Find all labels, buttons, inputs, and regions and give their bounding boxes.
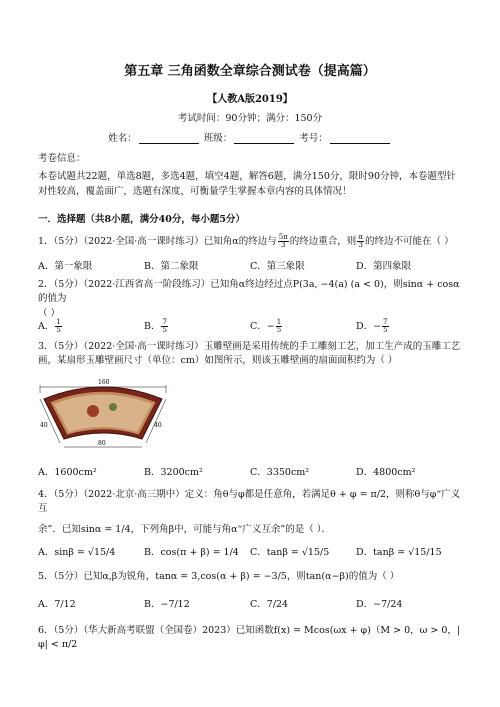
q1-frac2 xyxy=(357,234,364,249)
q1-frac xyxy=(278,234,289,249)
fan-painting xyxy=(54,395,152,433)
q2-option-a[interactable] xyxy=(38,318,144,334)
fan-leaf xyxy=(109,403,117,411)
q1-suffix: 的终边不可能在（ ） xyxy=(365,236,454,247)
edition-label: 【人教A版2019】 xyxy=(207,94,293,105)
q2-d-den: 5 xyxy=(383,326,388,334)
q2-line2: （ ） xyxy=(38,307,61,319)
class-label: 班级： xyxy=(203,133,233,144)
q4-line2: 余”．已知sinα = 1/4，下列角β中，可能与角α“广义互余”的是（ ）． xyxy=(38,523,331,535)
q2-d-frac xyxy=(382,319,388,334)
q3-line2: 画，某扇形玉雕壁画尺寸（单位：cm）如图所示，则该玉雕壁画的扇面面积约为（ ） xyxy=(38,355,398,367)
dim-left-label: 40 xyxy=(40,422,48,429)
info-title: 考卷信息： xyxy=(38,153,86,164)
student-info-line xyxy=(0,130,500,144)
question-2 xyxy=(38,278,462,321)
q5-option-b[interactable]: B．−7/12 xyxy=(144,599,190,610)
q2-c-den: 5 xyxy=(276,326,282,334)
q2-c-label: C． xyxy=(250,321,267,332)
q2-c-num: 1 xyxy=(276,318,282,326)
dim-right-label: 40 xyxy=(154,422,162,429)
q4-options xyxy=(38,544,462,558)
q4-option-d[interactable]: D．tanβ = √15/15 xyxy=(356,547,442,558)
q2-options xyxy=(38,318,462,334)
q5-line1: 5．（5分）已知α,β为锐角，tanα = 3,cos(α + β) = −3/5，则tan(α−β)的值为（ ） xyxy=(38,571,400,582)
number-label: 考号： xyxy=(299,133,328,144)
q1-option-d[interactable]: D．第四象限 xyxy=(356,261,412,272)
q2-b-den: 5 xyxy=(162,326,167,334)
q2-a-num: 1 xyxy=(56,318,61,326)
q2-d-label: D． xyxy=(356,321,374,332)
dim-bottom-label: 80 xyxy=(98,440,106,447)
q2-line1: 2．（5分）（2022·江西省高一阶段练习）已知角α终边经过点P(3a, −4(a) (a < 0)，则sinα + cosα的值为 xyxy=(38,279,460,305)
question-3 xyxy=(38,340,462,369)
class-blank[interactable] xyxy=(234,133,294,144)
q1-options xyxy=(38,258,462,272)
q5-options xyxy=(38,596,462,610)
q1-frac2-den: 3 xyxy=(358,241,363,249)
q1-mid: 的终边重合，则 xyxy=(289,236,357,247)
question-6 xyxy=(38,624,462,653)
q1-prefix: 1．（5分）（2022·全国·高一课时练习）已知角α的终边与 xyxy=(38,236,277,247)
q4-option-a[interactable]: A．sinβ = √15/4 xyxy=(38,547,116,558)
q2-option-b[interactable] xyxy=(144,318,250,334)
q4-line1: 4．（5分）（2022·北京·高三期中）定义：角θ与φ都是任意角，若满足θ + φ = π/2，则称θ与φ“广义互 xyxy=(38,489,461,515)
q1-frac-num: 5π xyxy=(278,233,288,241)
q2-b-frac xyxy=(161,319,167,334)
fan-flower xyxy=(87,405,99,417)
section-1-title: 一．选择题（共8小题，满分40分，每小题5分） xyxy=(38,214,245,225)
page-title: 第五章 三角函数全章综合测试卷（提高篇） xyxy=(124,64,376,79)
q1-option-c[interactable]: C．第三象限 xyxy=(250,261,305,272)
q2-a-label: A． xyxy=(38,321,55,332)
q1-option-b[interactable]: B．第二象限 xyxy=(144,261,199,272)
q2-option-d[interactable] xyxy=(356,318,462,334)
q3-line1: 3．（5分）（2022·全国·高一课时练习）玉雕壁画是采用传统的手工雕刻工艺，加工生产成的玉雕工艺 xyxy=(38,341,461,352)
q2-d-sign: − xyxy=(373,321,382,332)
q2-c-sign: − xyxy=(266,321,275,332)
q1-option-a[interactable]: A．第一象限 xyxy=(38,261,93,272)
question-1 xyxy=(38,234,462,249)
q2-b-num: 7 xyxy=(162,318,167,326)
q6-line1: 6．（5分）（华大新高考联盟（全国卷）2023）已知函数f(x) = Mcos(ωx + φ)（M > 0，ω > 0，|φ| < π/2 xyxy=(38,625,461,651)
name-blank[interactable] xyxy=(139,133,199,144)
info-body: 本卷试题共22题，单选8题，多选4题，填空4题，解答6题，满分150分，限时90分钟，本卷题型针对性较高，覆盖面广，选题有深度，可衡量学生掌握本章内容的具体情况！ xyxy=(38,171,456,197)
q5-option-a[interactable]: A．7/12 xyxy=(38,599,76,610)
q1-frac2-num: α xyxy=(358,233,364,241)
number-blank[interactable] xyxy=(330,133,390,144)
q1-frac-den: 3 xyxy=(281,241,286,249)
q2-d-num: 7 xyxy=(383,318,388,326)
exam-info: 考试时间：90分钟；满分：150分 xyxy=(177,113,323,124)
q2-a-frac xyxy=(55,319,61,334)
q3-option-c[interactable]: C．3350cm² xyxy=(250,467,310,478)
q3-option-b[interactable]: B．3200cm² xyxy=(144,467,203,478)
q5-option-d[interactable]: D．−7/24 xyxy=(356,599,403,610)
q5-option-c[interactable]: C．7/24 xyxy=(250,599,289,610)
name-label: 姓名： xyxy=(108,133,137,144)
q3-option-a[interactable]: A．1600cm² xyxy=(38,467,97,478)
q2-c-frac xyxy=(276,319,282,334)
q2-option-c[interactable] xyxy=(250,318,356,334)
q3-option-d[interactable]: D．4800cm² xyxy=(356,467,416,478)
question-5 xyxy=(38,570,462,584)
q4-option-c[interactable]: C．tanβ = √15/5 xyxy=(250,547,330,558)
q2-a-den: 5 xyxy=(56,326,61,334)
question-4 xyxy=(38,488,462,537)
q2-b-label: B． xyxy=(144,321,161,332)
q4-option-b[interactable]: B．cos(π + β) = 1/4 xyxy=(144,547,239,558)
dim-top-label: 160 xyxy=(98,379,110,386)
q3-options xyxy=(38,464,462,478)
fan-jade-figure xyxy=(38,377,168,452)
